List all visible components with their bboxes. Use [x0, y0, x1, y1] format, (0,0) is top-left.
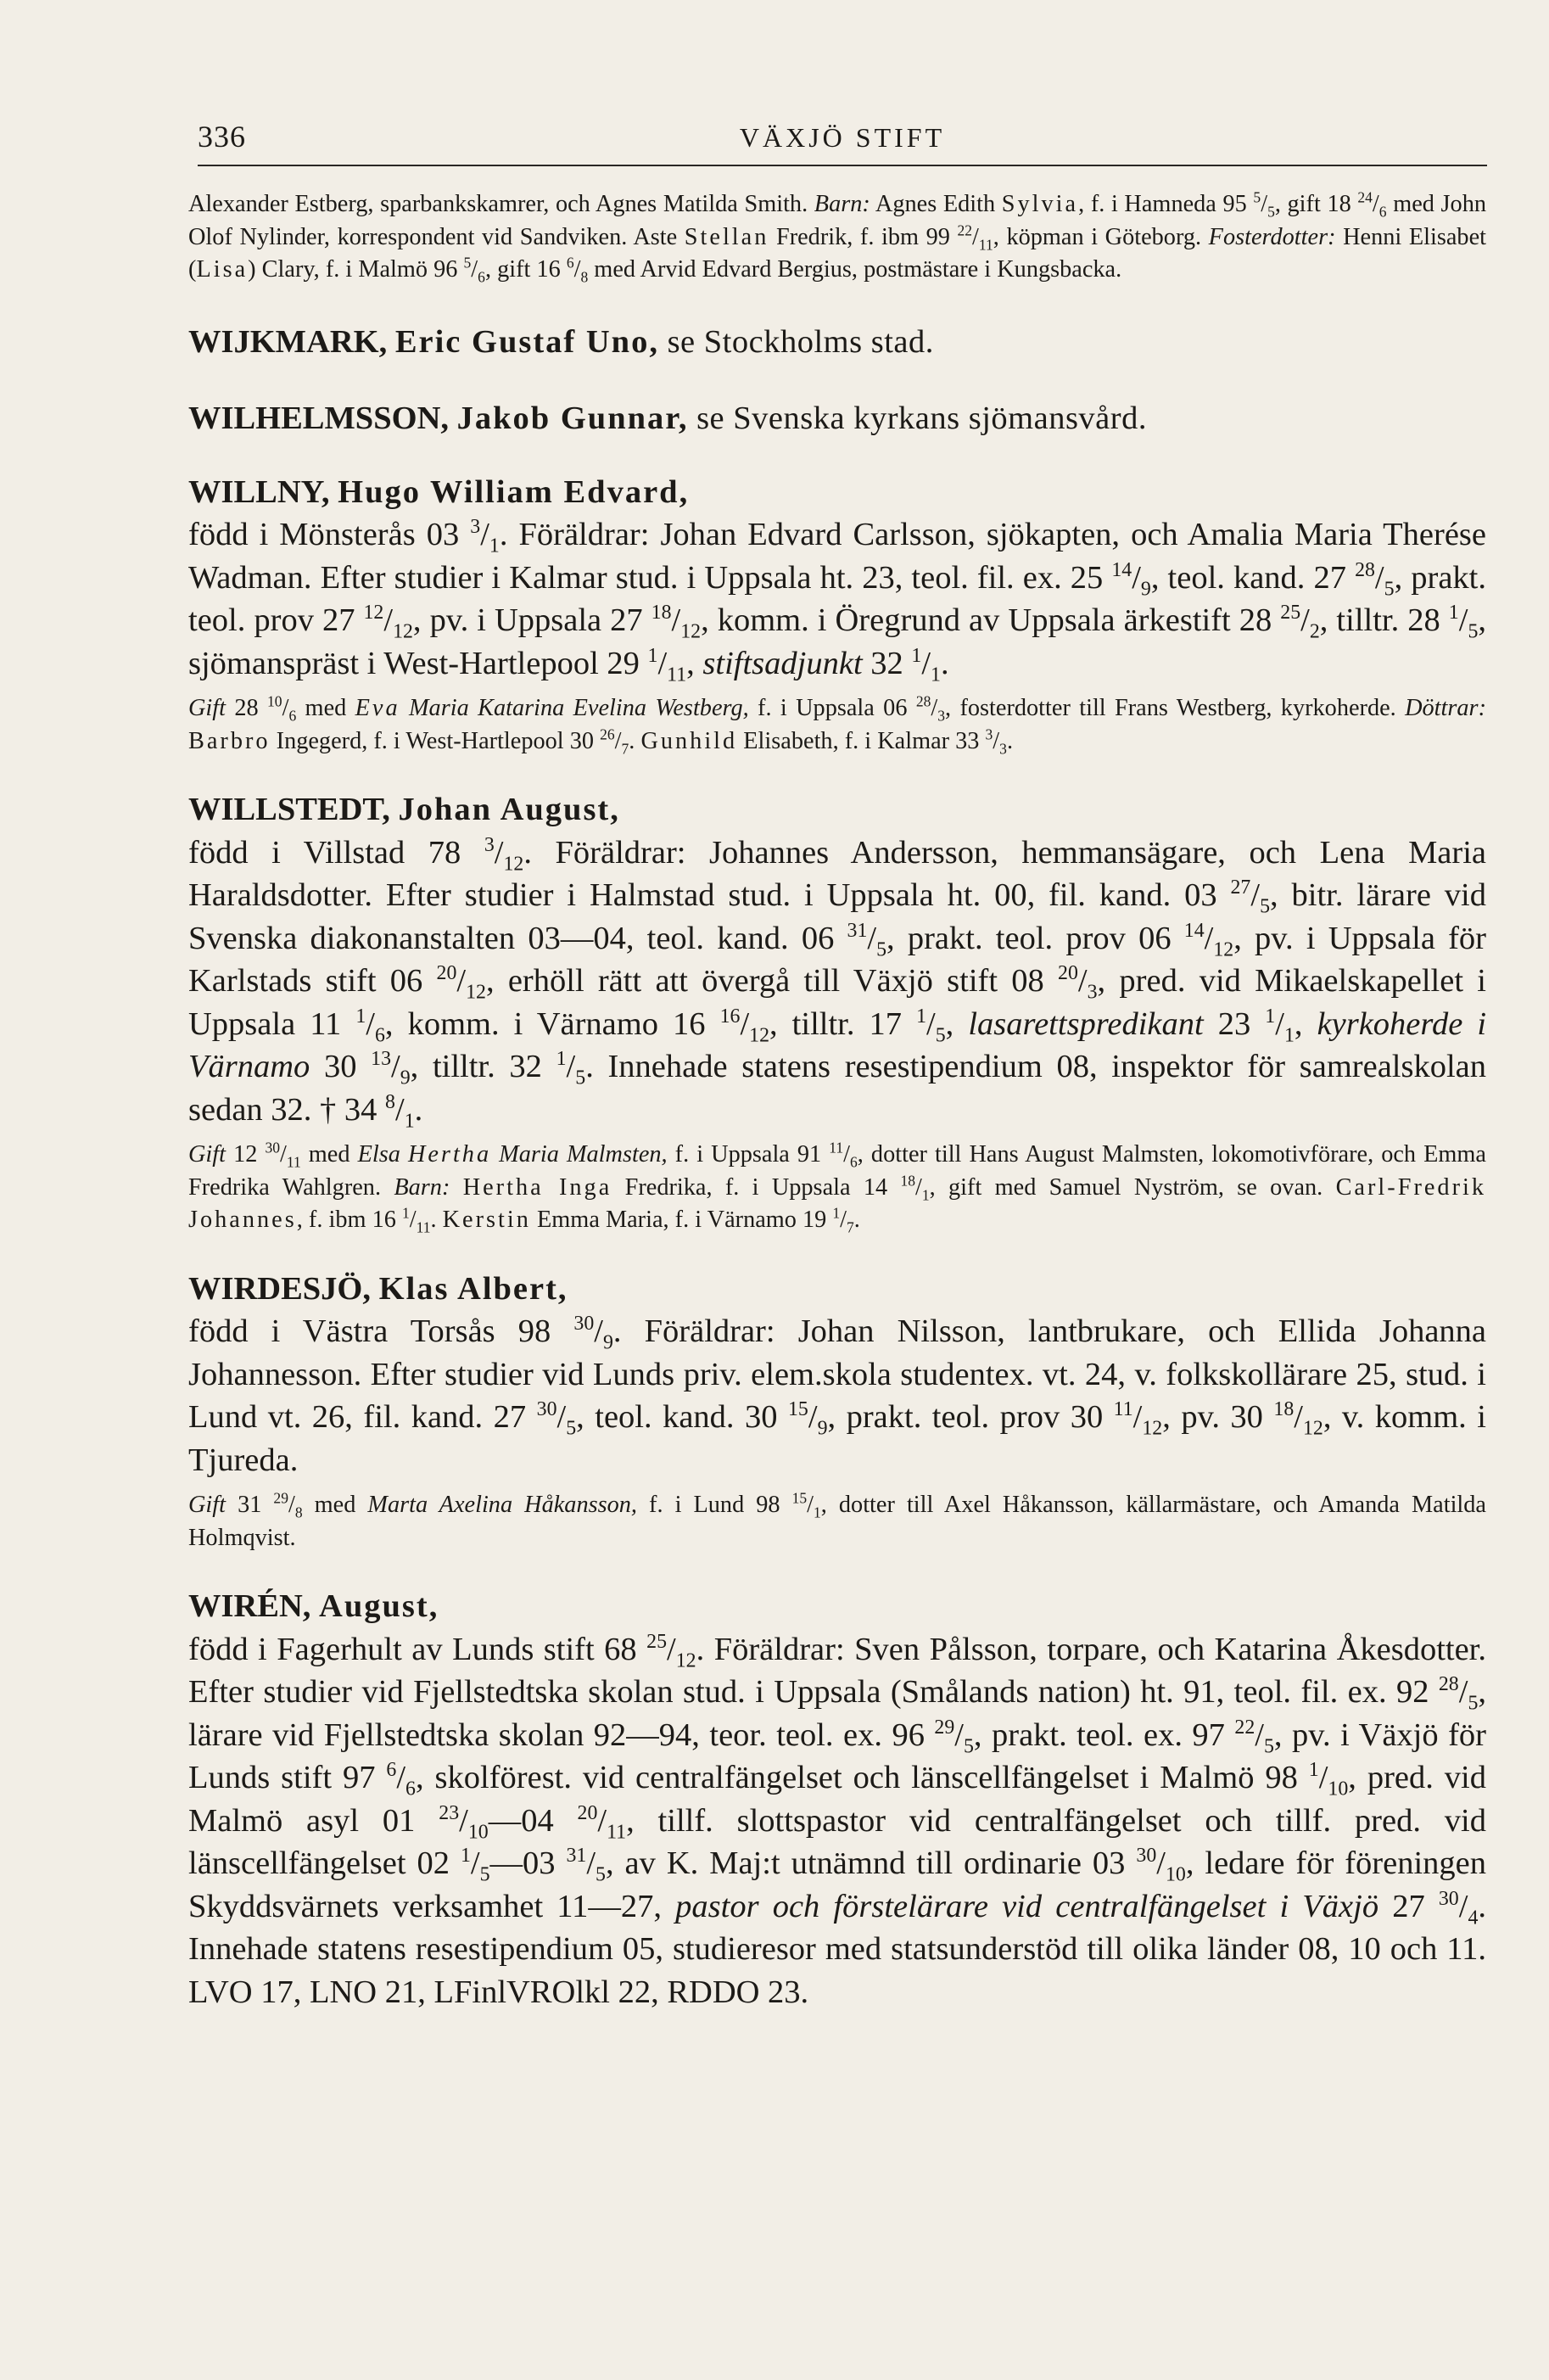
entry-heading: WIRDESJÖ, Klas Albert, — [188, 1270, 568, 1307]
running-title: VÄXJÖ STIFT — [739, 122, 946, 153]
cross-reference-entry: WIJKMARK, Eric Gustaf Uno, se Stockholms stad. — [188, 323, 934, 360]
family-paragraph: Gift 12 $^{30}/_{11}$ med Elsa Hertha Maria Malmsten, f. i Uppsala 91 $^{11}/_6$, dotter till Hans August Malmsten, lokomotivförare, och Emma Fredrika Wahlgren. Barn: Hertha Inga Fredrika, f. i Uppsala 14 $^{18}/_1$, gift med Samuel Nyström, se ovan. Carl-Fredrik Johannes, f. ibm 16 $^1/_{11}$. Kerstin Emma Maria, f. i Värnamo 19 $^1/_7$. — [188, 1139, 1487, 1236]
entry-body: född i Fagerhult av Lunds stift 68 $^{25}/_{12}$. Föräldrar: Sven Pålsson, torpare, och Katarina Åkesdotter. Efter studier vid Fjellstedtska skolan stud. i Uppsala (Smålands nation) ht. 91, teol. fil. ex. 92 $^{28}/_5$, lärare vid Fjellstedtska skolan 92—94, teor. teol. ex. 96 $^{29}/_5$, prakt. teol. ex. 97 $^{22}/_5$, pv. i Växjö för Lunds stift 97 $^6/_6$, skolförest. vid centralfängelset och länscellfängelset i Malmö 98 $^1/_{10}$, pred. vid Malmö asyl 01 $^{23}/_{10}—04$ $^{20}/_{11}$, tillf. slottspastor vid centralfängelset och tillf. pred. vid länscellfängelset 02 $^1/_5—03$ $^{31}/_5$, av K. Maj:t utnämnd till ordinarie 03 $^{30}/_{10}$, ledare för föreningen Skyddsvärnets verksamhet 11—27, pastor och förstelärare vid centralfängelset i Växjö 27 $^{30}/_4$. Innehade statens resestipendium 05, studieresor med statsunderstöd till olika länder 08, 10 och 11. LVO 17, LNO 21, LFinlVROlkl 22, RDDO 23. — [188, 1630, 1487, 2010]
header-rule — [198, 165, 1487, 166]
page-header — [198, 119, 1487, 170]
entry-body: född i Villstad 78 $^3/_{12}$. Föräldrar: Johannes Andersson, hemmansägare, och Lena Maria Haraldsdotter. Efter studier i Halmstad stud. i Uppsala ht. 00, fil. kand. 03 $^{27}/_5$, bitr. lärare vid Svenska diakonanstalten 03—04, teol. kand. 06 $^{31}/_5$, prakt. teol. prov 06 $^{14}/_{12}$, pv. i Uppsala för Karlstads stift 06 $^{20}/_{12}$, erhöll rätt att övergå till Växjö stift 08 $^{20}/_3$, pred. vid Mikaelskapellet i Uppsala 11 $^1/_6$, komm. i Värnamo 16 $^{16}/_{12}$, tilltr. 17 $^1/_5$, lasarettspredikant 23 $^1/_1$, kyrkoherde i Värnamo 30 $^{13}/_9$, tilltr. 32 $^1/_5$. Innehade statens resestipendium 08, inspektor för samrealskolan sedan 32. † 34 $^8/_1$. — [188, 833, 1487, 1133]
entry-body: född i Mönsterås 03 $^3/_1$. Föräldrar: Johan Edvard Carlsson, sjökapten, och Amalia Maria Therése Wadman. Efter studier i Kalmar stud. i Uppsala ht. 23, teol. fil. ex. 25 $^{14}/_9$, teol. kand. 27 $^{28}/_5$, prakt. teol. prov 27 $^{12}/_{12}$, pv. i Uppsala 27 $^{18}/_{12}$, komm. i Öregrund av Uppsala ärkestift 28 $^{25}/_2$, tilltr. 28 $^1/_5$, sjömanspräst i West-Hartlepool 29 $^1/_{11}$, stiftsadjunkt 32 $^1/_1$. — [188, 516, 1486, 686]
entry-heading: WIRÉN, August, — [188, 1588, 439, 1624]
biography-entry-willny — [188, 471, 1486, 759]
family-paragraph: Gift 28 $^{10}/_6$ med Eva Maria Katarina Evelina Westberg, f. i Uppsala 06 $^{28}/_3$, fosterdotter till Frans Westberg, kyrkoherde. Döttrar: Barbro Ingegerd, f. i West-Hartlepool 30 $^{26}/_7$. Gunhild Elisabeth, f. i Kalmar 33 $^3/_3$. — [188, 692, 1486, 758]
page-content — [188, 188, 1486, 2013]
entry-body: född i Västra Torsås 98 $^{30}/_9$. Föräldrar: Johan Nilsson, lantbrukare, och Ellida Johanna Johannesson. Efter studier vid Lunds priv. elem.skola studentex. vt. 24, v. folkskollärare 25, stud. i Lund vt. 26, fil. kand. 27 $^{30}/_5$, teol. kand. 30 $^{15}/_9$, prakt. teol. prov 30 $^{11}/_{12}$, pv. 30 $^{18}/_{12}$, v. komm. i Tjureda. — [188, 1313, 1486, 1478]
entry-heading: WILLNY, Hugo William Edvard, — [188, 473, 690, 510]
family-paragraph: Gift 31 $^{29}/_8$ med Marta Axelina Håkansson, f. i Lund 98 $^{15}/_1$, dotter till Axel Håkansson, källarmästare, och Amanda Matilda Holmqvist. — [188, 1489, 1486, 1551]
page-number: 336 — [198, 120, 246, 154]
continued-family-paragraph: Alexander Estberg, sparbankskamrer, och Agnes Matilda Smith. Barn: Agnes Edith Sylvia, f. i Hamneda 95 $^5/_5$, gift 18 $^{24}/_6$ med John Olof Nylinder, korrespondent vid Sandviken. Aste Stellan Fredrik, f. ibm 99 $^{22}/_{11}$, köpman i Göteborg. Fosterdotter: Henni Elisabet (Lisa) Clary, f. i Malmö 96 $^5/_6$, gift 16 $^6/_8$ med Arvid Edvard Bergius, postmästare i Kungsbacka. — [188, 188, 1486, 286]
biography-entry-willstedt — [188, 788, 1486, 1237]
biography-entry-wiren — [188, 1585, 1486, 2013]
biography-entry-wirdesjo — [188, 1268, 1486, 1555]
entry-heading: WILLSTEDT, Johan August, — [188, 792, 620, 827]
cross-reference-entry: WILHELMSSON, Jakob Gunnar, se Svenska kyrkans sjömansvård. — [188, 400, 1147, 436]
